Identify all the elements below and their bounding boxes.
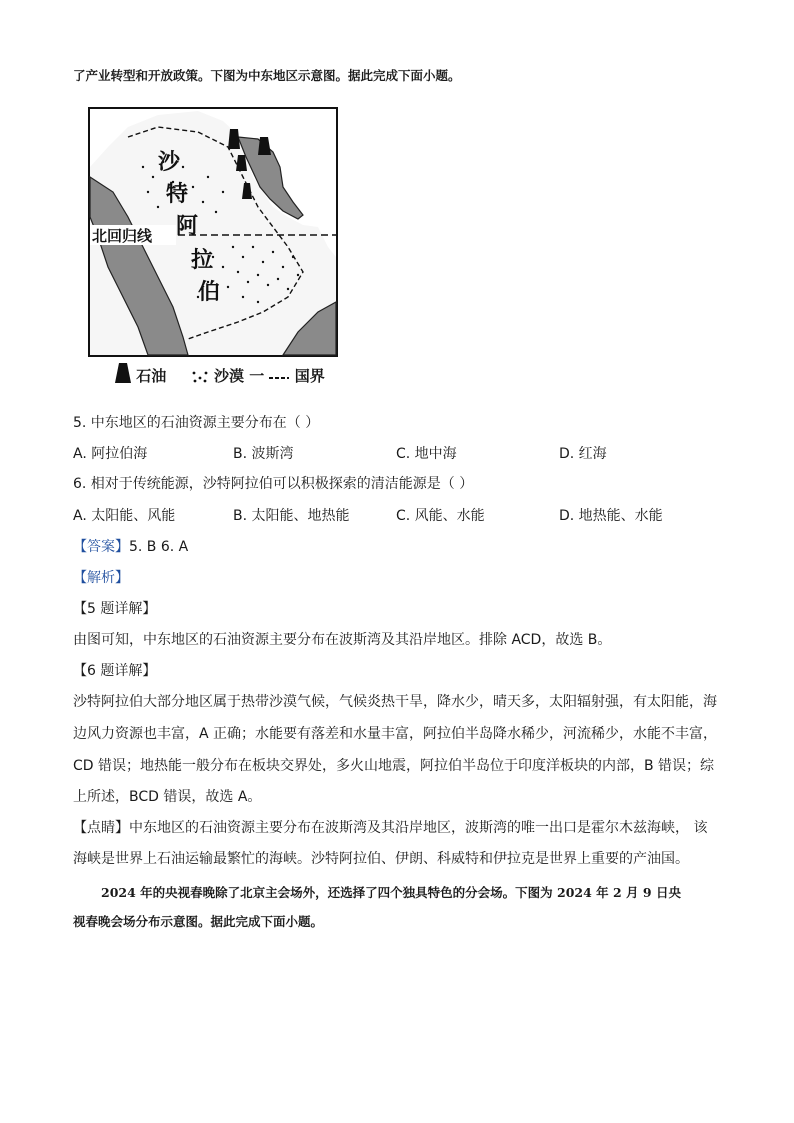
answer-text: 5. B 6. A [129, 539, 189, 555]
q6-option-a: A. 太阳能、风能 [73, 508, 176, 524]
q6-detail-line: 上所述，BCD 错误，故选 A。 [73, 789, 262, 805]
q6-detail-heading: 【6 题详解】 [73, 663, 157, 679]
q6-detail-line: CD 错误；地热能一般分布在板块交界处，多火山地震，阿拉伯半岛位于印度洋板块的内部，B 错误；综 [73, 758, 715, 774]
oil-marker-icon [228, 129, 240, 149]
country-label-char: 特 [166, 181, 189, 207]
country-label-char: 沙 [158, 149, 181, 175]
q6-option-b: B. 太阳能、地热能 [233, 508, 350, 524]
question-5-stem: 5. 中东地区的石油资源主要分布在（ ） [73, 415, 320, 431]
q5-option-c: C. 地中海 [396, 446, 457, 462]
tip-label: 【点睛】 [73, 820, 129, 836]
q5-option-b: B. 波斯湾 [233, 446, 294, 462]
q6-option-c: C. 风能、水能 [396, 508, 485, 524]
oil-symbol-icon [115, 363, 131, 387]
next-intro-line-1: 2024 年的央视春晚除了北京主会场外，还选择了四个独具特色的分会场。下图为 2024 年 2 月 9 日央 [101, 885, 681, 900]
map-legend [115, 363, 325, 387]
legend-oil-label: 石油 [136, 367, 167, 385]
desert-dots-icon [191, 369, 209, 387]
legend-desert-label: 沙漠 [213, 367, 244, 385]
middle-east-map [88, 107, 338, 357]
country-label-char: 伯 [198, 279, 221, 305]
q5-option-d: D. 红海 [559, 446, 607, 462]
country-label-char: 阿 [176, 213, 199, 239]
tip-text-2: 海峡是世界上石油运输最繁忙的海峡。沙特阿拉伯、伊朗、科威特和伊拉克是世界上重要的产油国。 [73, 851, 689, 867]
intro-text: 了产业转型和开放政策。下图为中东地区示意图。据此完成下面小题。 [73, 68, 461, 83]
q6-detail-line: 沙特阿拉伯大部分地区属于热带沙漠气候，气候炎热干旱，降水少，晴天多，太阳辐射强，有太阳能，海 [73, 694, 717, 710]
question-6-stem: 6. 相对于传统能源，沙特阿拉伯可以积极探索的清洁能源是（ ） [73, 476, 474, 492]
country-label-char: 拉 [191, 247, 214, 273]
tip-text-1: 中东地区的石油资源主要分布在波斯湾及其沿岸地区，波斯湾的唯一出口是霍尔木兹海峡， 该 [129, 820, 708, 836]
q6-detail-line: 边风力资源也丰富，A 正确；水能要有落差和水量丰富，阿拉伯半岛降水稀少，河流稀少，水能不丰富， [73, 726, 718, 742]
next-intro-line-2: 视春晚会场分布示意图。据此完成下面小题。 [73, 914, 324, 929]
q5-detail-heading: 【5 题详解】 [73, 601, 157, 617]
legend-border-prefix: 一 [249, 367, 265, 385]
legend-border-label: 国界 [294, 367, 325, 385]
tip-line [73, 817, 707, 837]
analysis-label: 【解析】 [73, 570, 129, 586]
tropic-label: 北回归线 [92, 227, 153, 245]
q5-option-a: A. 阿拉伯海 [73, 446, 148, 462]
answer-label: 【答案】 [73, 539, 129, 555]
q6-option-d: D. 地热能、水能 [559, 508, 663, 524]
q5-detail-text: 由图可知，中东地区的石油资源主要分布在波斯湾及其沿岸地区。排除 ACD，故选 B。 [73, 632, 612, 648]
answer-line [73, 536, 188, 556]
border-line-icon [269, 369, 289, 387]
